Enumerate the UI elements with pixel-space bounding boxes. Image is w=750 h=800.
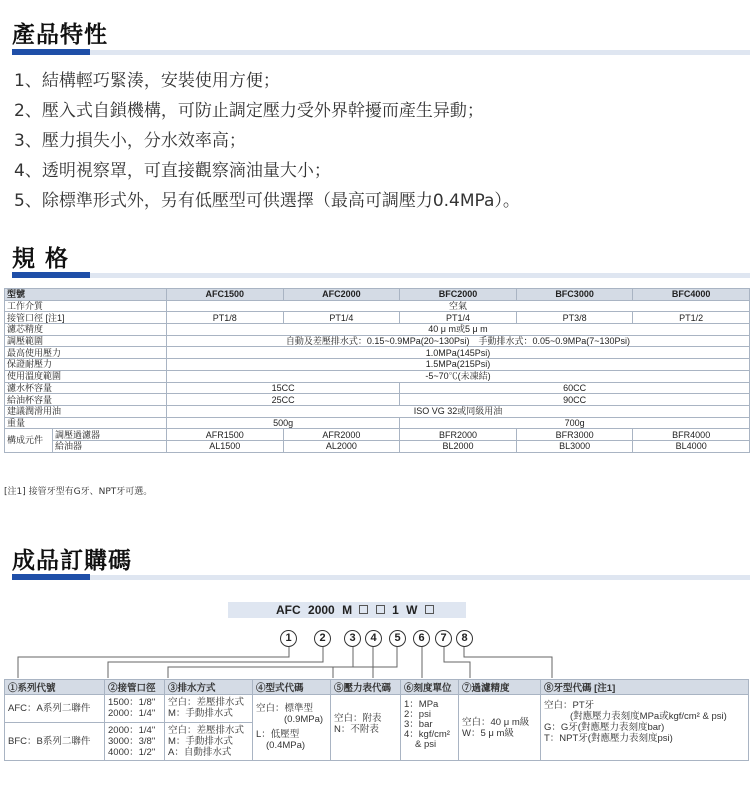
table-row: 保證耐壓力 1.5MPa(215Psi) xyxy=(5,359,750,371)
table-row: 建議潤滑用油 ISO VG 32或同級用油 xyxy=(5,405,750,417)
code-index-8: 8 xyxy=(456,630,473,647)
table-row: 重量 500g 700g xyxy=(5,417,750,429)
spec-header-cell: AFC2000 xyxy=(283,289,400,301)
feature-item: 1、結構輕巧緊湊，安裝使用方便； xyxy=(14,71,280,91)
feature-item: 4、透明視察罩，可直接觀察滴油量大小； xyxy=(14,161,331,181)
code-series: AFC xyxy=(276,603,301,617)
table-row: 構成元件 調壓過濾器 AFR1500 AFR2000 BFR2000 BFR3000 BFR4000 xyxy=(5,429,750,441)
table-row: 使用溫度範圍 -5~70℃(未凍結) xyxy=(5,370,750,382)
table-row: 給油杯容量 25CC 90CC xyxy=(5,394,750,406)
code-precision: W xyxy=(406,603,418,617)
code-drain: M xyxy=(342,603,353,617)
order-header: ②接管口徑 xyxy=(105,680,165,695)
order-header: ⑤壓力表代碼 xyxy=(331,680,401,695)
feature-item: 3、壓力損失小，分水效率高； xyxy=(14,131,246,151)
spec-header-cell: BFC3000 xyxy=(516,289,633,301)
spec-header-cell: AFC1500 xyxy=(167,289,284,301)
table-row: 濾水杯容量 15CC 60CC xyxy=(5,382,750,394)
table-row: BFC：B系列二聯件 2000：1/4" 3000：3/8" 4000：1/2" 空白：差壓排水式 M：手動排水式 A：自動排水式 xyxy=(5,723,749,761)
table-row: 給油器 AL1500 AL2000 BL2000 BL3000 BL4000 xyxy=(5,440,750,452)
table-row: 工作介質 空氣 xyxy=(5,300,750,312)
spec-note: [注1] 接管牙型有G牙、NPT牙可選。 xyxy=(4,487,153,497)
order-title: 成品訂購碼 xyxy=(12,548,132,574)
features-title: 產品特性 xyxy=(12,22,108,48)
table-row: 調壓範圍 自動及差壓排水式：0.15~0.9MPa(20~130Psi) 手動排水式：0.05~0.9MPa(7~130Psi) xyxy=(5,335,750,347)
code-index-5: 5 xyxy=(389,630,406,647)
code-index-6: 6 xyxy=(413,630,430,647)
code-index-4: 4 xyxy=(365,630,382,647)
table-row: 接管口徑 [注1] PT1/8 PT1/4 PT1/4 PT3/8 PT1/2 xyxy=(5,312,750,324)
order-header: ⑧牙型代碼 [注1] xyxy=(541,680,749,695)
feature-item: 2、壓入式自鎖機構，可防止調定壓力受外界幹擾而產生异動； xyxy=(14,101,484,121)
order-header: ④型式代碼 xyxy=(253,680,331,695)
code-index-3: 3 xyxy=(344,630,361,647)
table-row: AFC：A系列二聯件 1500：1/8" 2000：1/4" 空白：差壓排水式 M：手動排水式 空白：標準型 (0.9MPa) L：低壓型 (0.4MPa) 空白：附表 N：不附表 1：MPa 2：psi 3：bar 4：kgf/cm² & psi 空白：40 μ m級 W：5 μ m級 空白：PT牙 (對應壓力表刻度MPa或kgf/cm² & psi) G：G牙(對應壓力表刻度bar) T：NPT牙(對應壓力表刻度psi) xyxy=(5,695,749,723)
order-table xyxy=(4,679,749,761)
spec-header-cell: BFC2000 xyxy=(400,289,517,301)
code-unit: 1 xyxy=(392,603,399,617)
spec-header-cell: BFC4000 xyxy=(633,289,750,301)
order-header: ⑦過濾精度 xyxy=(459,680,541,695)
order-header: ⑥刻度單位 xyxy=(401,680,459,695)
code-index-1: 1 xyxy=(280,630,297,647)
order-header: ①系列代號 xyxy=(5,680,105,695)
code-index-2: 2 xyxy=(314,630,331,647)
code-index-7: 7 xyxy=(435,630,452,647)
feature-item: 5、除標準形式外，另有低壓型可供選擇（最高可調壓力0.4MPa）。 xyxy=(14,191,520,211)
table-row: 濾芯精度 40 μ m或5 μ m xyxy=(5,324,750,336)
order-header: ③排水方式 xyxy=(165,680,253,695)
spec-header-cell: 型號 xyxy=(5,289,167,301)
spec-title: 規 格 xyxy=(12,246,70,272)
table-row: 最高使用壓力 1.0MPa(145Psi) xyxy=(5,347,750,359)
code-port: 2000 xyxy=(308,603,335,617)
